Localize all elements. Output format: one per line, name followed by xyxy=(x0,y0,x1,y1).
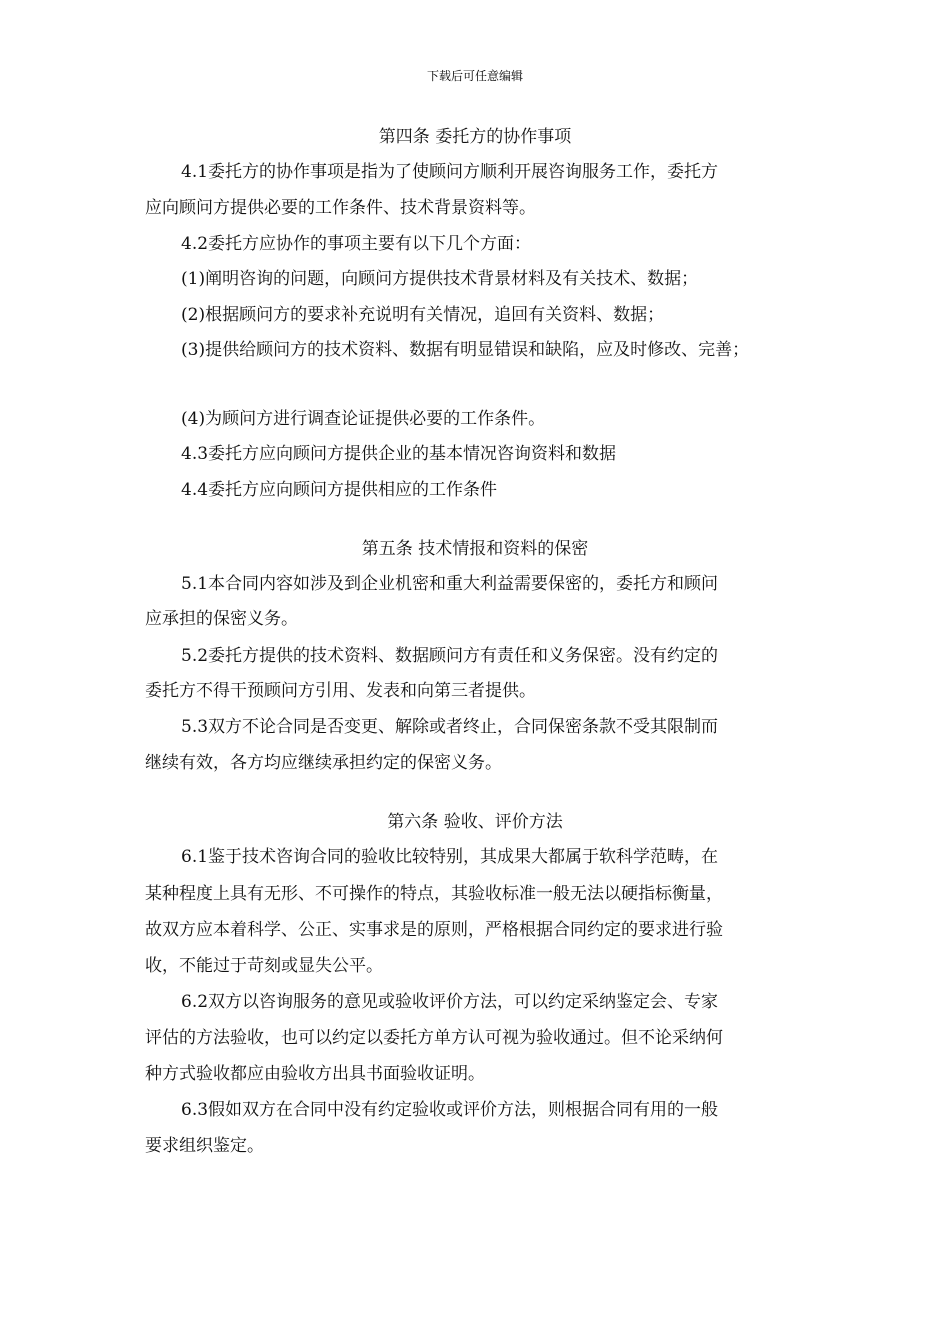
clause-6-2-line-1: 6.2双方以咨询服务的意见或验收评价方法，可以约定采纳鉴定会、专家 xyxy=(181,992,719,1012)
clause-4-1-line-1: 4.1委托方的协作事项是指为了使顾问方顺利开展咨询服务工作，委托方 xyxy=(181,162,719,182)
clause-5-1-line-1: 5.1本合同内容如涉及到企业机密和重大利益需要保密的，委托方和顾问 xyxy=(181,574,719,594)
clause-4-2: 4.2委托方应协作的事项主要有以下几个方面： xyxy=(181,234,532,254)
list-item-2: (2)根据顾问方的要求补充说明有关情况，追回有关资料、数据； xyxy=(181,305,665,325)
clause-5-3-line-1: 5.3双方不论合同是否变更、解除或者终止，合同保密条款不受其限制而 xyxy=(181,717,719,737)
page-header: 下载后可任意编辑 xyxy=(426,69,523,83)
clause-6-1-line-4: 收，不能过于苛刻或显失公平。 xyxy=(145,956,383,976)
clause-5-1-line-2: 应承担的保密义务。 xyxy=(145,609,298,629)
clause-4-1-line-2: 应向顾问方提供必要的工作条件、技术背景资料等。 xyxy=(145,198,536,218)
clause-6-1-line-2: 某种程度上具有无形、不可操作的特点，其验收标准一般无法以硬指标衡量， xyxy=(145,884,723,904)
list-item-4: (4)为顾问方进行调查论证提供必要的工作条件。 xyxy=(181,409,546,429)
clause-6-1-line-3: 故双方应本着科学、公正、实事求是的原则，严格根据合同约定的要求进行验 xyxy=(145,920,723,940)
clause-6-2-line-3: 种方式验收都应由验收方出具书面验收证明。 xyxy=(145,1064,485,1084)
clause-5-3-line-2: 继续有效，各方均应继续承担约定的保密义务。 xyxy=(145,753,502,773)
section-6-title: 第六条 验收、评价方法 xyxy=(387,812,563,832)
clause-6-3-line-2: 要求组织鉴定。 xyxy=(145,1136,264,1156)
clause-5-2-line-1: 5.2委托方提供的技术资料、数据顾问方有责任和义务保密。没有约定的 xyxy=(181,646,719,666)
clause-6-1-line-1: 6.1鉴于技术咨询合同的验收比较特别，其成果大都属于软科学范畴，在 xyxy=(181,847,719,867)
clause-4-4: 4.4委托方应向顾问方提供相应的工作条件 xyxy=(181,480,498,500)
clause-5-2-line-2: 委托方不得干预顾问方引用、发表和向第三者提供。 xyxy=(145,681,536,701)
section-5-title: 第五条 技术情报和资料的保密 xyxy=(361,539,589,559)
clause-6-2-line-2: 评估的方法验收，也可以约定以委托方单方认可视为验收通过。但不论采纳何 xyxy=(145,1028,723,1048)
clause-6-3-line-1: 6.3假如双方在合同中没有约定验收或评价方法，则根据合同有用的一般 xyxy=(181,1100,719,1120)
section-4-title: 第四条 委托方的协作事项 xyxy=(378,127,572,147)
list-item-1: (1)阐明咨询的问题，向顾问方提供技术背景材料及有关技术、数据； xyxy=(181,269,699,289)
clause-4-3: 4.3委托方应向顾问方提供企业的基本情况咨询资料和数据 xyxy=(181,444,617,464)
list-item-3: (3)提供给顾问方的技术资料、数据有明显错误和缺陷，应及时修改、完善； xyxy=(181,340,750,360)
